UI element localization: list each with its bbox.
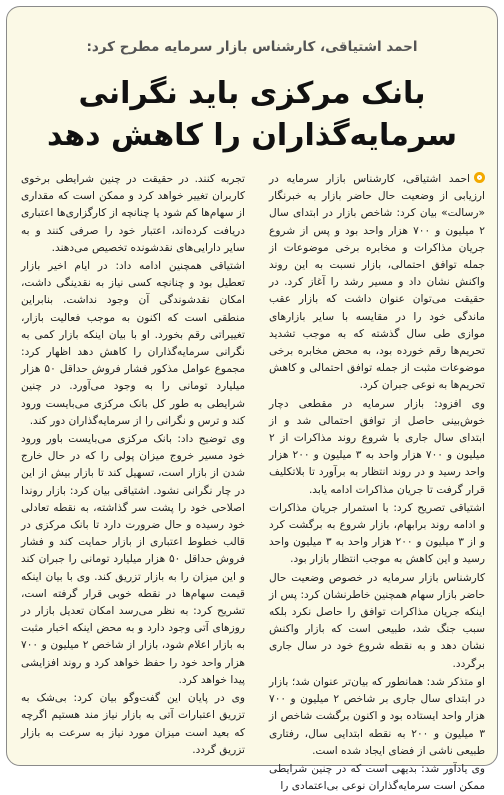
article-kicker: احمد اشتیاقی، کارشناس بازار سرمایه مطرح کرد: <box>86 39 418 55</box>
paragraph-text: احمد اشتیاقی، کارشناس بازار سرمایه در ارزیابی از وضعیت حال حاضر بازار به خبرنگار «رسالت» بیان کرد: شاخص بازار در ابتدای سال ۲ میلیون و ۷۰۰ هزار واحد بود و پس از شروع جریان مذاکرات و مخابره برخی موضوعات از جمله توافق احتمالی، بازار نسبت به این روند واکنش نشان داد و مسیر رشد را آغاز کرد. در حقیقت می‌توان عنوان داشت که بازار عقب ماندگی خود را در مقایسه با سایر بازارهای موازی طی سال گذشته که به موجب تشدید تحریم‌ها رقم خورده بود، به محض مخابره برخی موضوعات مثبت از جمله توافق احتمالی و کاهش تحریم‌ها به نوعی جبران کرد. <box>269 173 485 392</box>
paragraph: وی افزود: بازار سرمایه در مقطعی دچار خوش‌بینی حاصل از توافق احتمالی شد و از ابتدای سال جاری با شروع روند مذاکرات از ۲ میلیون و ۷۰۰ هزار واحد به ۳ میلیون و ۲۰۰ هزار واحد رسید و در روند انتظار به برآورد تا بلاتکلیف قرار گرفت تا جریان مذاکرات ادامه یابد. <box>269 397 486 496</box>
paragraph: اشتیاقی تصریح کرد: با استمرار جریان مذاکرات و ادامه روند برابهام، بازار شروع به برگشت کرد و از ۳ میلیون و ۲۰۰ هزار واحد به ۳ میلیون واحد رسید و این کاهش به موجب انتظار بازار بود. <box>269 501 486 566</box>
paragraph: او متذکر شد: همانطور که بیان‌تر عنوان شد؛ بازار در ابتدای سال جاری بر شاخص ۲ میلیون و ۷۰۰ هزار واحد ایستاده بود و اکنون برگشت شاخص از ۳ میلیون و ۲۰۰ به نقطه ابتدایی سال، رفتاری طبیعی ناشی از فضای ایجاد شده است. <box>269 675 486 757</box>
paragraph: کارشناس بازار سرمایه در خصوص وضعیت حال حاضر بازار سهام همچنین خاطرنشان کرد: پس از اینکه جریان مذاکرات توافق را حاصل نکرد بلکه سبب جنگ شد، طبیعی است که بازار واکنش نشان دهد و به نقطه شروع خود در سال جاری برگردد. <box>269 571 485 670</box>
paragraph: وی یادآور شد: بدیهی است که در چنین شرایطی ممکن است سرمایه‌گذاران نوعی بی‌اعتمادی را <box>269 762 485 793</box>
paragraph: وی توضیح داد: بانک مرکزی می‌بایست باور ورود خود مسیر خروج میزان پولی را که در حال خارج شدن از بازار است، تسهیل کند تا بازار بیش از این در چار نگرانی نشود. اشتیاقی بیان کرد: بازار روندا اصلاحی خود را پشت سر گذاشته، به نقطه تعادلی خود رسیده و حال ضرورت دارد تا بانک مرکزی در قالب خطوط اعتباری از بازار حمایت کند و فشار فروش حداقل ۵۰ هزار میلیارد تومانی را جبران کند و این میزان را به بازار تزریق کند. وی با بیان اینکه قیمت سهام‌ها در نقطه خوبی قرار گرفته است، تشریح کرد: به نظر می‌رسد امکان تعدیل بازار در روزهای آتی وجود دارد و به محض اینکه اخبار مثبت به بازار اعلام شود، بازار از شاخص ۲ میلیون و ۷۰۰ هزار واحد خود را حفظ خواهد کرد و روند افزایشی پیدا خواهد کرد. <box>21 433 246 686</box>
bullet-icon <box>474 172 485 183</box>
article-headline: بانک مرکزی باید نگرانی سرمایه‌گذاران را کاهش دهد <box>46 76 457 153</box>
paragraph: وی در پایان این گفت‌وگو بیان کرد: بی‌شک به تزریق اعتبارات آتی به بازار نیاز مند هستیم اگرچه که بعید است میزان مورد نیاز به سرعت به بازار تزریق گردد. <box>21 692 245 756</box>
paragraph <box>269 171 485 395</box>
paragraph: اشتیاقی همچنین ادامه داد: در ایام اخیر بازار تعطیل بود و چنانچه کسی نیاز به نقدینگی داشت، امکان نقدشوندگی آن وجود نداشت. بنابراین منطقی است که اکنون به موجب فعالیت بازار، تغییراتی رقم بخورد. او با بیان اینکه بازار کمی به نگرانی سرمایه‌گذاران را کاهش دهد اظهار کرد: مجموع عوامل مذکور فشار فروش حداقل ۵۰ هزار میلیارد تومانی را به وجود می‌آورد. در چنین شرایطی به طور کل بانک مرکزی می‌بایست ورود کند و ترس و نگرانی را از سرمایه‌گذاران دور کند. <box>21 260 245 427</box>
paragraph: تجربه کنند. در حقیقت در چنین شرایطی برخوی کاربران تغییر خواهد کرد و ممکن است که مقداری از سهام‌ها کم شود یا چنانچه از کارگزاری‌ها اعتباری دریافت کرده‌اند، اعتبار خود را صرفی کنند و به سایر دارایی‌های نقدشونده تخصیص می‌دهند. <box>21 173 245 254</box>
article-column-left <box>21 171 245 761</box>
article-card <box>6 6 498 793</box>
article-column-right <box>269 171 486 793</box>
